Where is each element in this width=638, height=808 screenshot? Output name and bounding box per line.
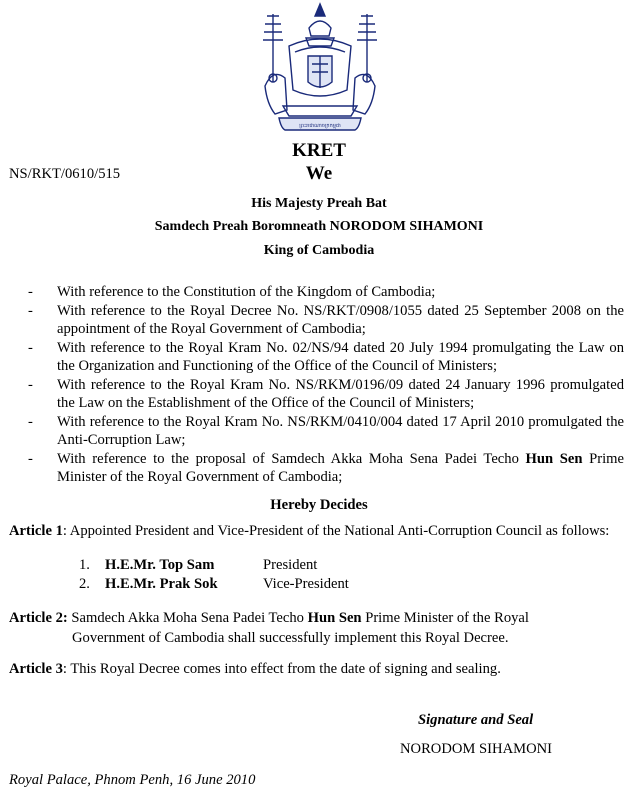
reference-item: - With reference to the proposal of Samdech Akka Moha Sena Padei Techo Hun Sen Prime Minister of the Royal Government of Cambodia;	[28, 450, 624, 485]
place-and-date: Royal Palace, Phnom Penh, 16 June 2010	[9, 772, 256, 788]
article-2: Article 2: Samdech Akka Moha Sena Padei Techo Hun Sen Prime Minister of the Royal Government of Cambodia shall successfully implement this Royal Decree.	[9, 610, 529, 646]
signatory-name: NORODOM SIHAMONI	[400, 741, 553, 757]
royal-coat-of-arms	[259, 2, 381, 135]
hereby-decides-heading: Hereby Decides	[270, 497, 368, 513]
article-3: Article 3: This Royal Decree comes into effect from the date of signing and sealing.	[9, 661, 501, 677]
article-2-label: Article 2:	[9, 610, 68, 626]
appointee-role: Vice-President	[263, 576, 349, 592]
decree-title: KRET	[292, 140, 346, 161]
article-3-label: Article 3	[9, 661, 63, 677]
his-majesty-line: His Majesty Preah Bat	[251, 196, 387, 211]
appointee-role: President	[263, 557, 318, 573]
svg-text:ព្រះរាជាណាចក្រកម្ពុជា: ព្រះរាជាណាចក្រកម្ពុជា	[299, 123, 341, 129]
appointee-name: H.E.Mr. Top Sam	[105, 557, 215, 573]
appointments-list	[79, 556, 349, 594]
article-1-label: Article 1	[9, 523, 63, 539]
references-list	[28, 283, 624, 487]
royal-coat-of-arms-icon	[259, 2, 381, 135]
appointment-row: 2. H.E.Mr. Prak Sok Vice-President	[79, 576, 349, 592]
article-1	[9, 523, 629, 540]
article-1-text: : Appointed President and Vice-President of the National Anti-Corruption Council as follows:	[62, 523, 610, 539]
decree-we: We	[305, 163, 333, 184]
king-title-line: King of Cambodia	[263, 243, 375, 258]
appointment-row: 1. H.E.Mr. Top Sam President	[79, 557, 318, 573]
decree-reference-number: NS/RKT/0610/515	[9, 166, 121, 182]
signature-and-seal-label: Signature and Seal	[418, 712, 534, 728]
king-name-line: Samdech Preah Boromneath NORODOM SIHAMONI	[154, 219, 484, 234]
reference-item: - With reference to the Royal Decree No. NS/RKT/0908/1055 dated 25 September 2008 on the appointment of the Royal Government of Cambodia;	[28, 302, 624, 337]
reference-item: - With reference to the Royal Kram No. NS/RKM/0196/09 dated 24 January 1996 promulgated the Law on the Establishment of the Office of the Council of Ministers;	[28, 376, 624, 411]
appointee-name: H.E.Mr. Prak Sok	[105, 576, 218, 592]
reference-item: - With reference to the Constitution of the Kingdom of Cambodia;	[28, 284, 436, 300]
reference-item: - With reference to the Royal Kram No. NS/RKM/0410/004 dated 17 April 2010 promulgated the Anti-Corruption Law;	[28, 413, 624, 448]
reference-item: - With reference to the Royal Kram No. 02/NS/94 dated 20 July 1994 promulgating the Law on the Organization and Functioning of the Office of the Council of Ministers;	[28, 339, 624, 374]
